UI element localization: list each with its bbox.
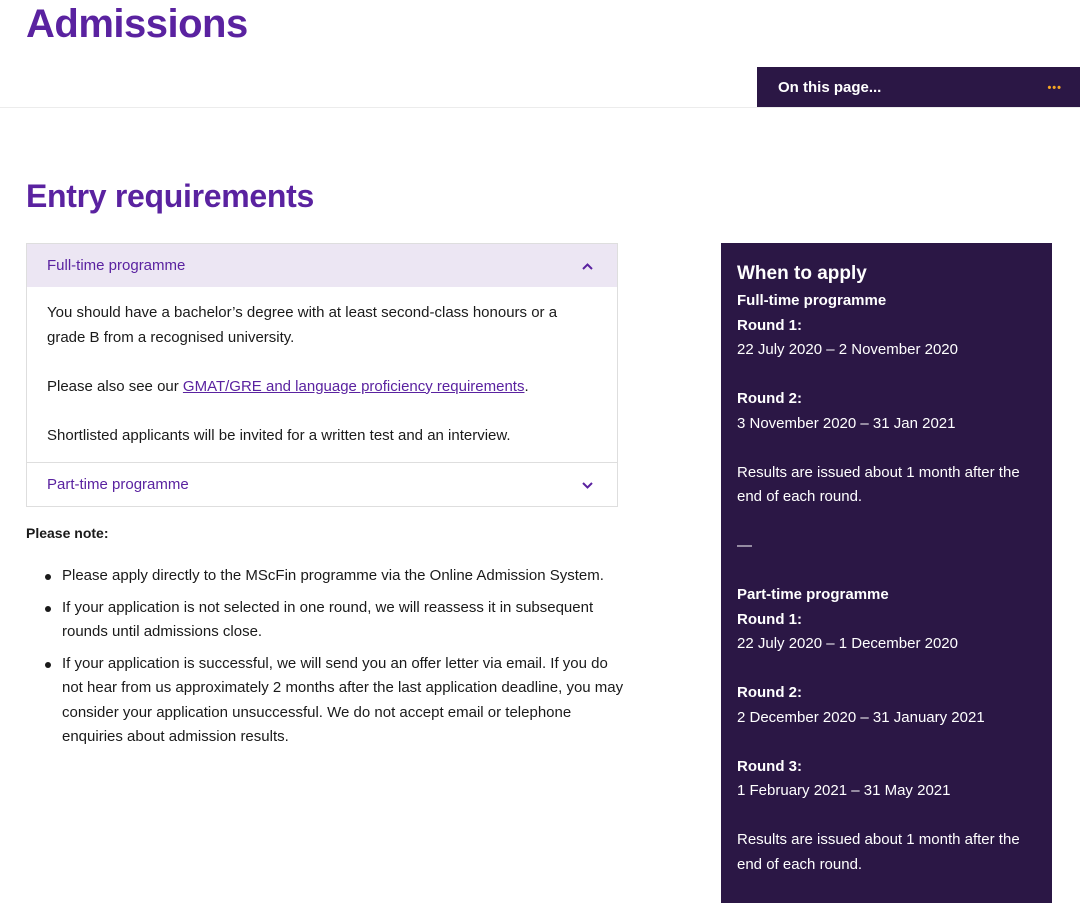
- entry-accordion: [26, 243, 618, 507]
- fulltime-round2-dates: 3 November 2020 – 31 Jan 2021: [737, 414, 956, 432]
- requirement-gmat: Please also see our GMAT/GRE and language proficiency requirements.: [47, 377, 529, 395]
- gmat-requirements-link[interactable]: GMAT/GRE and language proficiency requirements: [182, 377, 525, 395]
- parttime-heading: Part-time programme: [737, 586, 889, 603]
- fulltime-round2-label: Round 2:: [737, 390, 802, 407]
- fulltime-results-note: Results are issued about 1 month after the end of each round.: [737, 463, 1020, 505]
- on-this-page-button[interactable]: [757, 67, 1080, 108]
- list-item: Please apply directly to the MScFin programme via the Online Admission System.: [44, 564, 624, 589]
- list-item: If your application is successful, we will send you an offer letter via email. If you do not hear from us approximately 2 months after the last application deadline, you may consider your application unsuccessful. We do not accept email or telephone enquiries about admission results.: [44, 652, 624, 750]
- accordion-parttime-header[interactable]: [27, 463, 617, 506]
- fulltime-heading: Full-time programme: [737, 292, 887, 309]
- accordion-fulltime-header[interactable]: [27, 244, 617, 287]
- requirement-degree: You should have a bachelor’s degree with at least second-class honours or a grade B from a recognised university.: [47, 304, 558, 346]
- accordion-parttime-label: Part-time programme: [47, 476, 189, 493]
- chevron-down-icon: [582, 477, 593, 492]
- notes-list: [44, 564, 624, 757]
- parttime-results-note: Results are issued about 1 month after the end of each round.: [737, 831, 1020, 873]
- parttime-round3-label: Round 3:: [737, 757, 802, 775]
- when-to-apply-panel: [721, 243, 1052, 903]
- ellipsis-icon: •••: [1047, 81, 1062, 94]
- when-to-apply-title: When to apply: [737, 263, 867, 284]
- parttime-round1-dates: 22 July 2020 – 1 December 2020: [737, 635, 958, 652]
- chevron-up-icon: [582, 258, 593, 273]
- requirement-shortlist: Shortlisted applicants will be invited for a written test and an interview.: [47, 426, 511, 444]
- section-title: Entry requirements: [26, 178, 315, 214]
- page-title: Admissions: [26, 2, 248, 46]
- parttime-round3-dates: 1 February 2021 – 31 May 2021: [737, 782, 951, 799]
- parttime-round2-label: Round 2:: [737, 684, 802, 701]
- parttime-round1-label: Round 1:: [737, 610, 802, 628]
- panel-divider: —: [737, 537, 752, 554]
- fulltime-round1-dates: 22 July 2020 – 2 November 2020: [737, 341, 958, 358]
- accordion-fulltime-label: Full-time programme: [47, 257, 186, 274]
- list-item: If your application is not selected in one round, we will reassess it in subsequent rounds until admissions close.: [44, 596, 624, 645]
- parttime-round2-dates: 2 December 2020 – 31 January 2021: [737, 708, 985, 726]
- fulltime-round1-label: Round 1:: [737, 316, 802, 334]
- accordion-fulltime-body: [27, 287, 617, 463]
- header-divider: [0, 107, 1080, 108]
- please-note-heading: Please note:: [26, 525, 109, 541]
- on-this-page-label: On this page...: [778, 79, 882, 96]
